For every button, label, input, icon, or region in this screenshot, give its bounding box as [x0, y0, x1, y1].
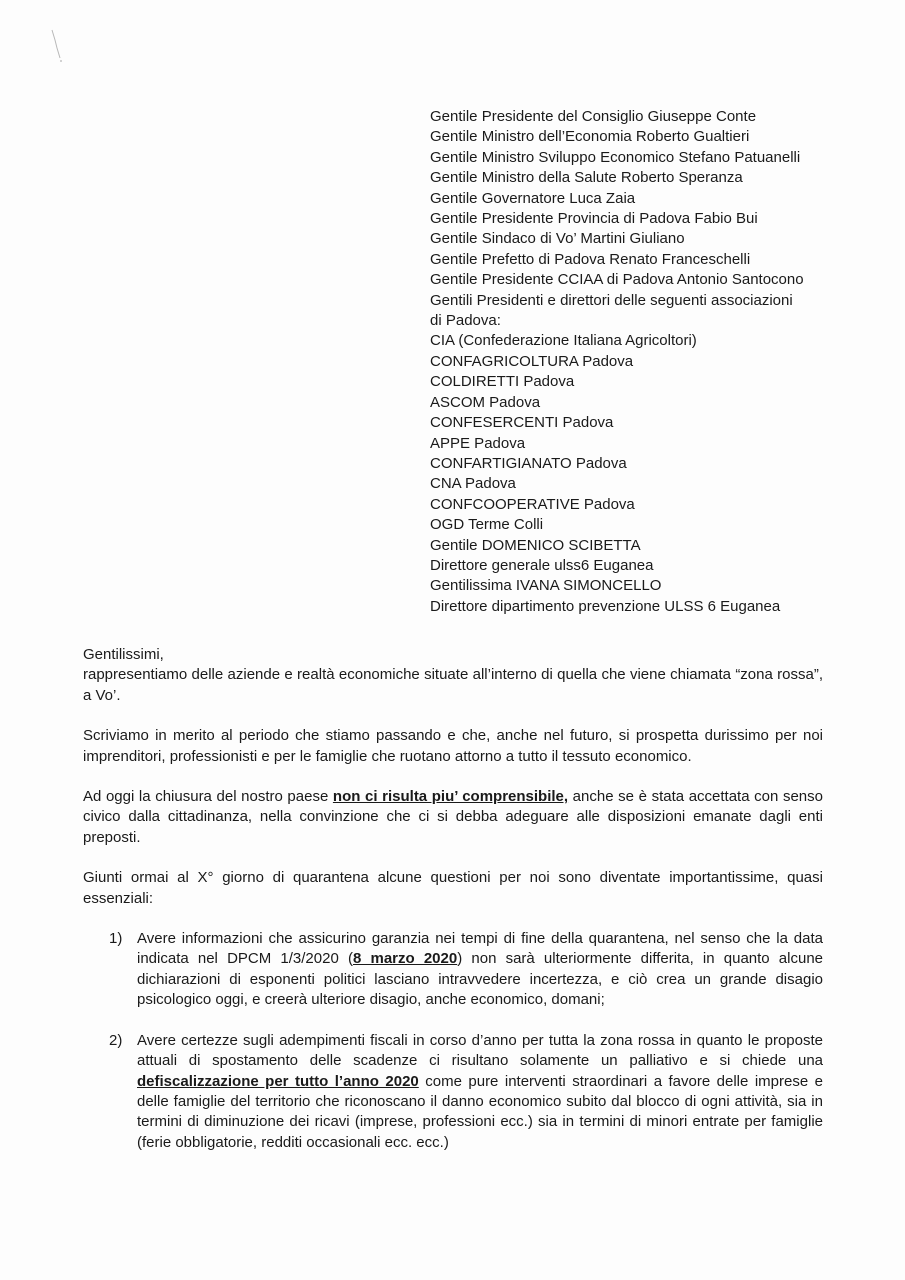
addressee-line: Gentile Prefetto di Padova Renato Franceschelli	[430, 250, 751, 268]
addressee-line: Gentile DOMENICO SCIBETTA	[430, 536, 641, 554]
addressee-line: CONFCOOPERATIVE Padova	[430, 495, 635, 513]
addressee-list	[430, 107, 890, 617]
requests-list	[83, 929, 823, 1153]
list-text-before: Avere certezze sugli adempimenti fiscali in corso d’anno per tutta la zona rossa in quanto le proposte attuali di spostamento delle scadenze ci risultano solamente un palliativo e si chiede una	[137, 1031, 823, 1070]
list-number: 1)	[109, 930, 123, 948]
list-emphasis: defiscalizzazione per tutto l’anno 2020	[137, 1072, 419, 1090]
addressee-line: Gentilissima IVANA SIMONCELLO	[430, 577, 662, 595]
paragraph-closure	[83, 787, 823, 848]
list-number: 2)	[109, 1031, 123, 1049]
list-text-after: come pure interventi straordinari a favore delle imprese e delle famiglie del territorio che riconoscano il danno economico subito dal blocco di ogni attività, sia in termini di diminuzione dei ricavi (imprese, professioni ecc.) sia in termini di minori entrate per famiglie (ferie obbligatorie, redditi occasionali ecc. ecc.)	[137, 1072, 823, 1151]
addressee-line: APPE Padova	[430, 434, 526, 452]
addressee-line: COLDIRETTI Padova	[430, 373, 575, 391]
addressee-line: Gentili Presidenti e direttori delle seguenti associazioni	[430, 291, 793, 309]
paragraph-context: Scriviamo in merito al periodo che stiamo passando e che, anche nel futuro, si prospetta durissimo per noi imprenditori, professionisti e per le famiglie che ruotano attorno a tutto il tessuto economico.	[83, 727, 823, 765]
list-item	[83, 929, 823, 1011]
addressee-line: Gentile Ministro della Salute Roberto Speranza	[430, 169, 743, 187]
list-emphasis: 8 marzo 2020	[352, 950, 458, 968]
addressee-line: Gentile Presidente del Consiglio Giuseppe Conte	[430, 108, 757, 125]
closure-emphasis: non ci risulta piu’ comprensibile,	[332, 788, 569, 806]
closure-text-before: Ad oggi la chiusura del nostro paese	[83, 788, 333, 806]
scan-speck-icon	[48, 28, 66, 64]
closure-text-after: anche se è stata accettata con senso civico dalla cittadinanza, nella convinzione che ci si debba adeguare alle disposizioni emanate dagli enti preposti.	[83, 788, 823, 846]
addressee-line: CONFAGRICOLTURA Padova	[430, 352, 634, 370]
addressee-line: Gentile Presidente Provincia di Padova Fabio Bui	[430, 210, 758, 228]
addressee-line: Gentile Ministro Sviluppo Economico Stefano Patuanelli	[430, 148, 801, 166]
addressee-line: Gentile Ministro dell’Economia Roberto Gualtieri	[430, 128, 750, 146]
addressee-line: ASCOM Padova	[430, 393, 541, 411]
addressee-line: Gentile Presidente CCIAA di Padova Antonio Santocono	[430, 271, 804, 289]
addressee-line: CNA Padova	[430, 475, 516, 493]
addressee-line: CONFARTIGIANATO Padova	[430, 454, 627, 472]
addressee-line: Gentile Governatore Luca Zaia	[430, 189, 636, 207]
addressee-line: CONFESERCENTI Padova	[430, 414, 614, 432]
paragraph-intro: rappresentiamo delle aziende e realtà economiche situate all’interno di quella che viene chiamata “zona rossa”, a Vo’.	[83, 666, 823, 704]
greeting: Gentilissimi,	[83, 646, 164, 663]
addressee-line: CIA (Confederazione Italiana Agricoltori)	[430, 332, 697, 350]
letter-body	[83, 645, 823, 1173]
paragraph-quarantine: Giunti ormai al X° giorno di quarantena alcune questioni per noi sono diventate importantissime, quasi essenziali:	[83, 869, 823, 907]
addressee-line: Direttore dipartimento prevenzione ULSS 6 Euganea	[430, 597, 781, 615]
addressee-line: di Padova:	[430, 312, 501, 330]
list-item	[83, 1031, 823, 1153]
list-text-before: Avere informazioni che assicurino garanzia nei tempi di fine della quarantena, nel senso che la data indicata nel DPCM 1/3/2020 (	[137, 930, 823, 968]
addressee-line: Direttore generale ulss6 Euganea	[430, 556, 654, 574]
addressee-line: OGD Terme Colli	[430, 516, 544, 534]
addressee-line: Gentile Sindaco di Vo’ Martini Giuliano	[430, 230, 685, 248]
list-text-after: ) non sarà ulteriormente differita, in quanto alcune dichiarazioni di esponenti politici lasciano intravvedere incertezza, e ciò crea un grande disagio psicologico oggi, e creerà ulteriore disagio, anche economico, domani;	[137, 950, 824, 1009]
